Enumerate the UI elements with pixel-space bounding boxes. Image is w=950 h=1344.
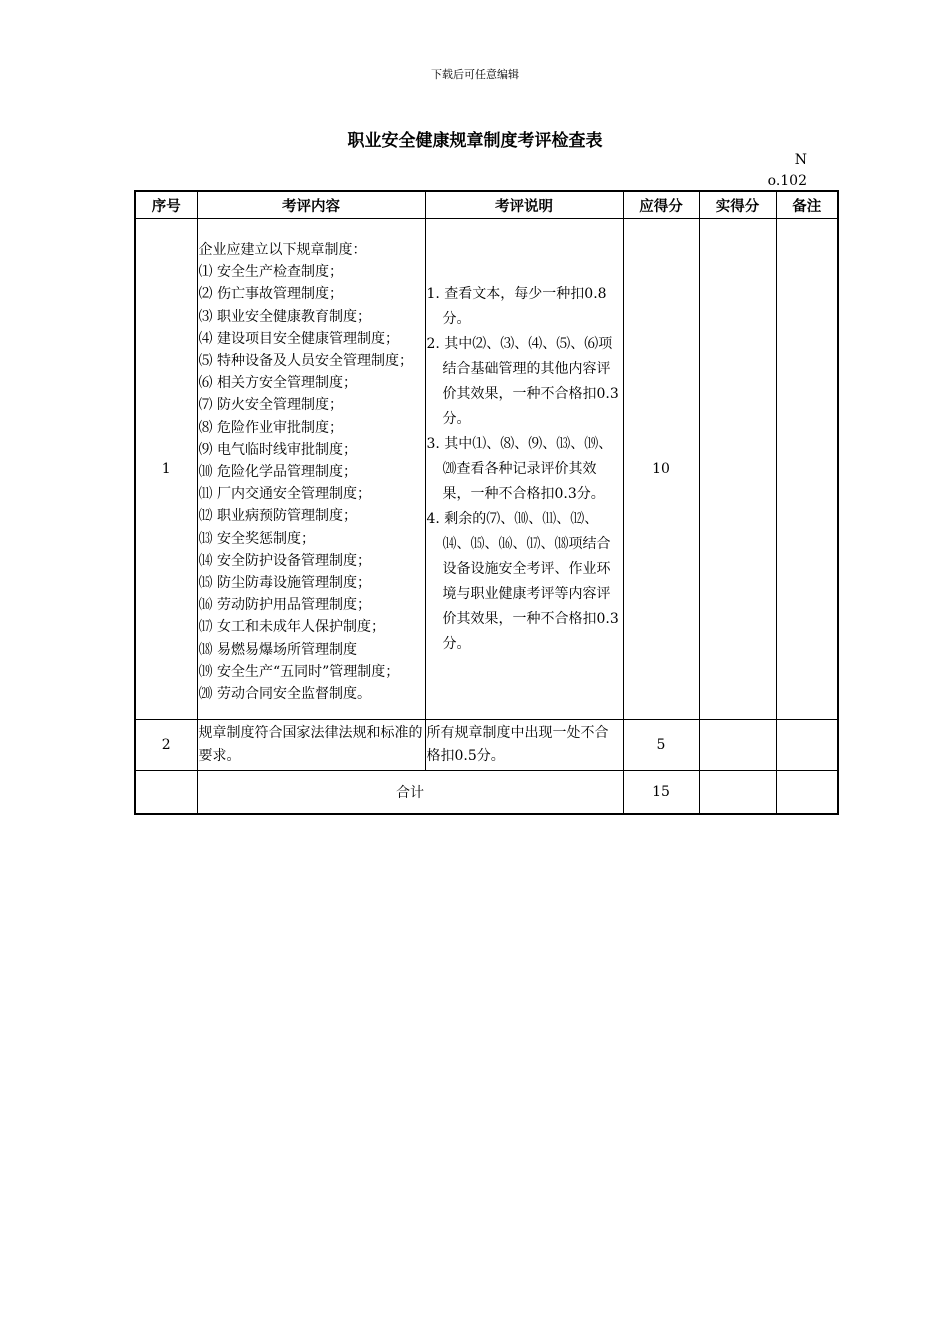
total-empty-cell: [135, 771, 197, 815]
list-item: ⒇ 劳动合同安全监督制度。: [198, 686, 371, 703]
list-item: ⒃ 劳动防护用品管理制度；: [198, 597, 371, 614]
row-2-explain: [425, 720, 623, 771]
list-item: ⑹ 相关方安全管理制度；: [198, 375, 357, 392]
row-1-content: [197, 219, 425, 720]
row-1-remark: [776, 219, 838, 720]
evaluation-table: [134, 190, 839, 815]
total-label: 合计: [197, 771, 623, 815]
header-note: 下载后可任意编辑: [431, 68, 519, 81]
column-header-actual-score: 实得分: [699, 191, 776, 219]
row-2-content: [197, 720, 425, 771]
page-title: 职业安全健康规章制度考评检查表: [347, 131, 603, 151]
row-1-seq: 1: [135, 219, 197, 720]
total-due-score: 15: [623, 771, 699, 815]
list-item: ⒁ 安全防护设备管理制度；: [198, 552, 371, 569]
total-actual-score: [699, 771, 776, 815]
row-1-actual-score: [699, 219, 776, 720]
row-2-seq: 2: [135, 720, 197, 771]
list-item: 1. 查看文本，每少一种扣0.8分。: [426, 285, 607, 327]
list-item: ⑾ 厂内交通安全管理制度；: [198, 486, 371, 503]
list-item: 2. 其中⑵、⑶、⑷、⑸、⑹项结合基础管理的其他内容评价其效果，一种不合格扣0.3分。: [426, 335, 619, 427]
table-header-row: [135, 191, 838, 219]
list-item: ⒀ 安全奖惩制度；: [198, 530, 315, 547]
total-remark: [776, 771, 838, 815]
list-item: ⒅ 易燃易爆场所管理制度: [198, 641, 357, 658]
document-number-line-1: N: [794, 152, 807, 168]
column-header-explain: 考评说明: [425, 191, 623, 219]
row-2-remark: [776, 720, 838, 771]
list-item: ⑺ 防火安全管理制度；: [198, 397, 343, 414]
list-item: ⒄ 女工和未成年人保护制度；: [198, 619, 385, 636]
column-header-remark: 备注: [776, 191, 838, 219]
list-item: ⑽ 危险化学品管理制度；: [198, 464, 357, 481]
list-item: ⑻ 危险作业审批制度；: [198, 419, 343, 436]
list-item: ⒂ 防尘防毒设施管理制度；: [198, 575, 371, 592]
list-item: ⑷ 建设项目安全健康管理制度；: [198, 330, 399, 347]
list-item: 3. 其中⑴、⑻、⑼、⒀、⒆、⒇查看各种记录评价其效果，一种不合格扣0.3分。: [426, 435, 613, 502]
list-item: ⑿ 职业病预防管理制度；: [198, 508, 357, 525]
list-item: ⑴ 安全生产检查制度；: [198, 264, 343, 281]
row-2-actual-score: [699, 720, 776, 771]
table-row: [135, 219, 838, 720]
row-2-due-score: 5: [623, 720, 699, 771]
row-2-explain-text: 所有规章制度中出现一处不合格扣0.5分。: [426, 725, 609, 765]
list-item: 4. 剩余的⑺、⑽、⑾、⑿、⒁、⒂、⒃、⒄、⒅项结合设备设施安全考评、作业环境与职业健康考评等内容评价其效果，一种不合格扣0.3分。: [426, 510, 619, 652]
list-item: ⑶ 职业安全健康教育制度；: [198, 308, 371, 325]
list-item: ⑼ 电气临时线审批制度；: [198, 441, 357, 458]
row-1-content-intro: 企业应建立以下规章制度：: [198, 242, 367, 258]
total-row: [135, 771, 838, 815]
list-item: ⒆ 安全生产“五同时”管理制度；: [198, 663, 400, 680]
column-header-seq: 序号: [135, 191, 197, 219]
document-number-line-2: o.102: [767, 173, 807, 189]
document-number: [700, 150, 807, 192]
column-header-due-score: 应得分: [623, 191, 699, 219]
table-row: [135, 720, 838, 771]
row-1-due-score: 10: [623, 219, 699, 720]
column-header-content: 考评内容: [197, 191, 425, 219]
list-item: ⑵ 伤亡事故管理制度；: [198, 286, 343, 303]
row-1-explain: [425, 219, 623, 720]
row-2-content-text: 规章制度符合国家法律法规和标准的要求。: [198, 725, 423, 765]
list-item: ⑸ 特种设备及人员安全管理制度；: [198, 353, 413, 370]
